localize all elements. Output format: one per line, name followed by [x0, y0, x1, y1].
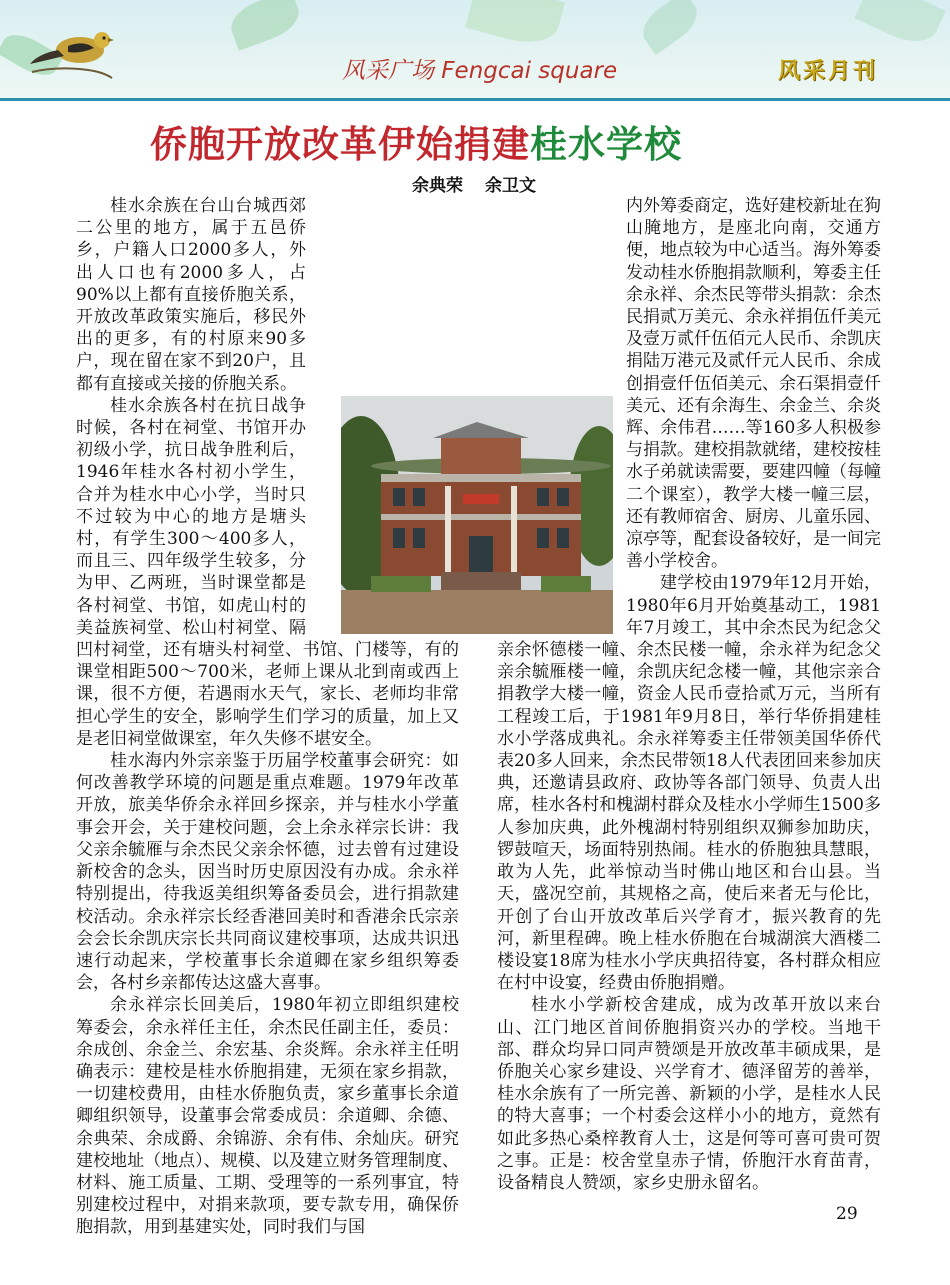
- magazine-brand: 风采月刊: [778, 58, 879, 84]
- author-name: 余典荣: [412, 176, 463, 196]
- leaf-decoration: [225, 0, 304, 51]
- paragraph: 桂水海内外宗亲鉴于历届学校董事会研究：如何改善教学环境的问题是重点难题。1979年改革开放，旅美华侨余永祥回乡探亲，并与桂水小学董事会开会，关于建校问题，会上余永祥宗长讲：我父亲余毓雁与余杰民父亲余怀德，过去曾有过建设新校舍的念头，因当时历史原因没有办成。余永祥特别提出，待我返美组织筹备委员会，进行捐款建校活动。余永祥宗长经香港回美时和香港余氏宗亲会会长余凯庆宗长共同商议建校事项，达成共识迅速行动起来，学校董事长余道卿在家乡组织筹委会，各村乡亲都传达这盛大喜事。: [76, 751, 459, 994]
- bird-illustration: [28, 20, 114, 80]
- leaf-decoration: [854, 0, 946, 52]
- section-label: 风采广场 Fengcai square: [342, 58, 618, 84]
- leaf-decoration: [635, 0, 705, 55]
- paragraph: 桂水余族各村在抗日战争时候，各村在祠堂、书馆开办初级小学，抗日战争胜利后，1946年桂水各村初小学生，合并为桂水中心小学，当时只不过较为中心的地方是塘头村，有学生300～400多人，而且三、四年级学生较多，分为甲、乙两班，当时课堂都是各村祠堂、书馆，如虎山村的美益族祠堂、松山村祠堂、隔凹村祠堂，还有塘头村祠堂、书馆、门楼等，有的课堂相距500～700米，老师上课从北到南或西上课，很不方便，若遇雨水天气，家长、老师均非常担心学生的安全，影响学生们学习的质量，加上又是老旧祠堂做课室，年久失修不堪安全。: [76, 395, 459, 749]
- right-column: [497, 195, 881, 1193]
- left-column: [76, 195, 459, 1238]
- article-title: [150, 122, 810, 166]
- author-name: 余卫文: [485, 176, 536, 196]
- page-header: [0, 0, 950, 100]
- paragraph: 内外筹委商定，选好建校新址在狗山腌地方，是座北向南，交通方便，地点较为中心适当。海外筹委发动桂水侨胞捐款顺利，筹委主任余永祥、余杰民等带头捐款：余杰民捐贰万美元、余永祥捐伍仟美元及壹万贰仟伍佰元人民币、余凯庆捐陆万港元及贰仟元人民币、余成创捐壹仟伍佰美元、余石渠捐壹仟美元、还有余海生、余金兰、余炎辉、余伟君……等160多人积极参与捐款。建校捐款就绪，建校按桂水子弟就读需要，要建四幢（每幢二个课室），教学大楼一幢三层，还有教师宿舍、厨房、儿童乐园、凉亭等，配套设备较好，是一间完善小学校舍。: [626, 196, 881, 572]
- paragraph: 建学校由1979年12月开始，1980年6月开始奠基动工，1981年7月竣工，其中余杰民为纪念父亲余怀德楼一幢、余杰民楼一幢，余永祥为纪念父亲余毓雁楼一幢，余凯庆纪念楼一幢，其他宗亲合捐教学大楼一幢，资金人民币壹拾贰万元，当所有工程竣工后，于1981年9月8日，举行华侨捐建桂水小学落成典礼。余永祥筹委主任带领美国华侨代表20多人回来，余杰民带领18人代表团回来参加庆典，还邀请县政府、政协等各部门领导、负责人出席，桂水各村和槐湖村群众及桂水小学师生1500多人参加庆典，此外槐湖村特别组织双狮参加助庆，锣鼓喧天，场面特别热闹。桂水的侨胞独具慧眼，敢为人先，此举惊动当时佛山地区和台山县。当天，盛况空前，其规格之高，使后来者无与伦比，开创了台山开放改革后兴学育才，振兴教育的先河，新里程碑。晚上桂水侨胞在台城湖滨大酒楼二楼设宴18席为桂水小学庆典招待宴，各村群众相应在村中设宴，经费由侨胞捐赠。: [497, 573, 881, 994]
- article-title-part: 侨胞开放改革伊始捐建: [150, 122, 530, 166]
- article-title-highlight: 桂水学校: [530, 122, 682, 166]
- paragraph: 桂水余族在台山台城西郊二公里的地方，属于五邑侨乡，户籍人口2000多人，外出人口也有2000多人，占90%以上都有直接侨胞关系，开放改革政策实施后，移民外出的更多，有的村原来90多户，现在留在家不到20户，且都有直接或关接的侨胞关系。: [76, 196, 306, 394]
- page-number: 29: [836, 1204, 858, 1224]
- leaf-decoration: [465, 0, 565, 51]
- article-authors: [412, 171, 558, 196]
- paragraph: 余永祥宗长回美后，1980年初立即组织建校筹委会，余永祥任主任，余杰民任副主任，委员：余成创、余金兰、余宏基、余炎辉。余永祥主任明确表示：建校是桂水侨胞捐建，无须在家乡捐款，一切建校费用，由桂水侨胞负责，家乡董事长余道卿组织领导，设董事会常委成员：余道卿、余德、余典荣、余成爵、余锦游、余有伟、余灿庆。研究建校地址（地点）、规模、以及建立财务管理制度、材料、施工质量、工期、受理等的一系列事宜，特别建校过程中，对捐来款项，要专款专用，确保侨胞捐款，用到基建实处，同时我们与国: [76, 995, 459, 1238]
- school-building-photo: [341, 396, 613, 634]
- paragraph: 桂水小学新校舍建成，成为改革开放以来台山、江门地区首间侨胞捐资兴办的学校。当地干部、群众均异口同声赞颂是开放改革丰硕成果，是侨胞关心家乡建设、兴学育才、德泽留芳的善举，桂水余族有了一所完善、新颖的小学，是桂水人民的特大喜事；一个村委会这样小小的地方，竟然有如此多热心桑梓教育人士，这是何等可喜可贵可贺之事。正是：校舍堂皇赤子情，侨胞汗水育苗青，设备精良人赞颂，家乡史册永留名。: [497, 995, 881, 1193]
- header-divider: [0, 98, 950, 101]
